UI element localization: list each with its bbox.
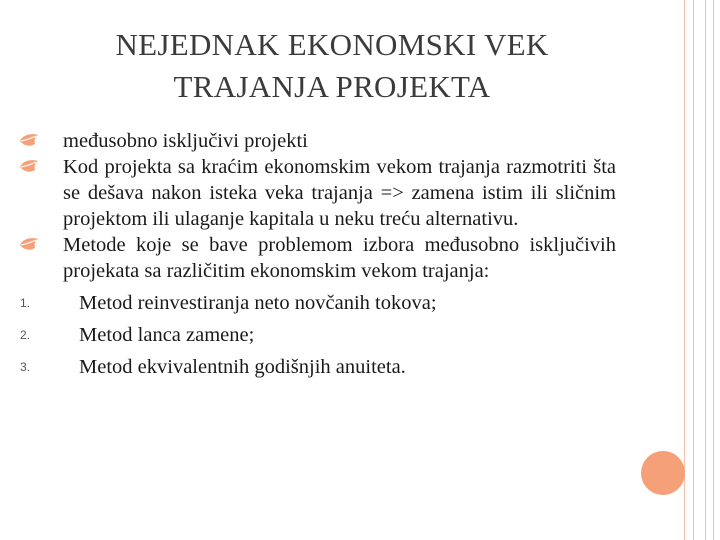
decorative-circle [641,451,685,495]
numbered-text: Metod lanca zamene; [79,324,255,346]
list-number: 2. [20,328,31,342]
decorative-rail-line [693,0,694,540]
bullet-item [18,128,616,154]
list-number: 1. [20,296,31,310]
decorative-rail-line [705,0,706,540]
slide-body [18,128,616,380]
bullet-text: Metode koje se bave problemom izbora međusobno isključivih projekata sa različitim ekonomskim vekom trajanja: [63,234,616,282]
slide-title-line-1: NEJEDNAK EKONOMSKI VEK [115,27,549,62]
numbered-item [18,322,616,348]
numbered-item [18,354,616,380]
leaf-bullet-icon [18,158,40,176]
slide-title [40,24,624,108]
slide-title-line-2: TRAJANJA PROJEKTA [173,69,491,104]
numbered-text: Metod reinvestiranja neto novčanih tokova; [79,292,437,314]
bullet-text: međusobno isključivi projekti [63,130,308,152]
decorative-rail-line [684,0,685,540]
leaf-bullet-icon [18,236,40,254]
bullet-item [18,154,616,232]
bullet-item [18,232,616,284]
list-number: 3. [20,360,31,374]
leaf-bullet-icon [18,132,40,150]
numbered-text: Metod ekvivalentnih godišnjih anuiteta. [79,356,406,378]
decorative-rail-line [713,0,714,540]
bullet-text: Kod projekta sa kraćim ekonomskim vekom trajanja razmotriti šta se dešava nakon isteka veka trajanja => zamena istim ili sličnim projektom ili ulaganje kapitala u neku treću alternativu. [63,156,616,230]
numbered-item [18,290,616,316]
